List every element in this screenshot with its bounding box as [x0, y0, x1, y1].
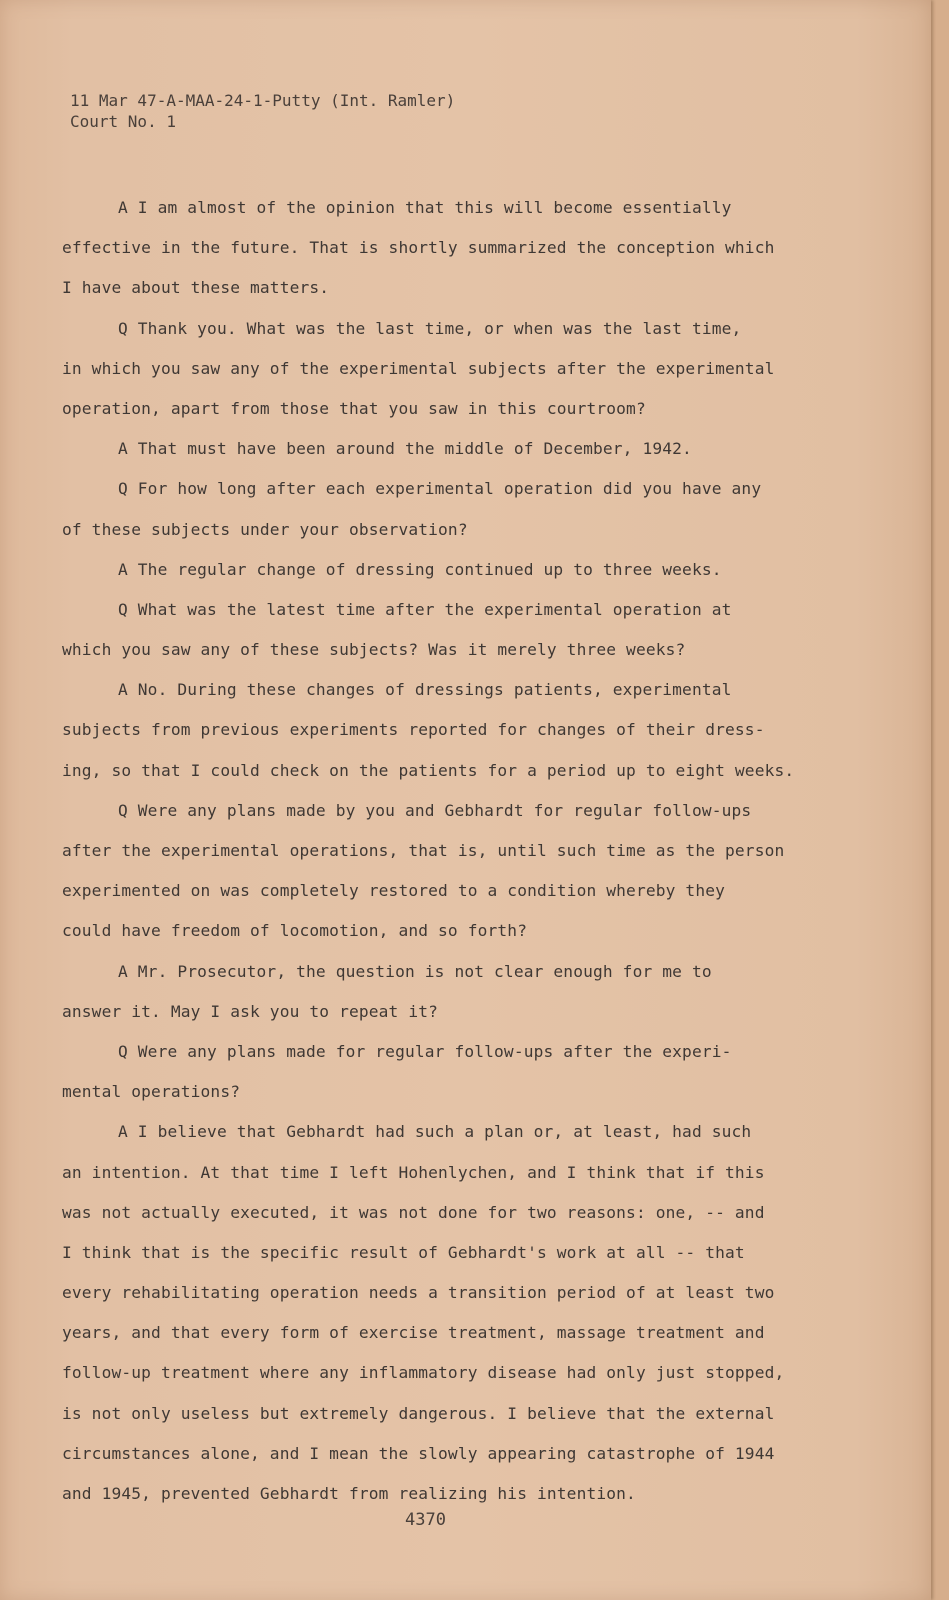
text-line: after the experimental operations, that is, until such time as the person — [62, 841, 785, 860]
text-line: answer it. May I ask you to repeat it? — [62, 1001, 439, 1021]
text-line: subjects from previous experiments reported for changes of their dress- — [62, 720, 765, 740]
header-line-1: 11 Mar 47-A-MAA-24-1-Putty (Int. Ramler) — [70, 91, 456, 110]
text-line: A I am almost of the opinion that this will become essentially — [118, 198, 732, 217]
page-number: 4370 — [405, 1510, 446, 1530]
text-line: years, and that every form of exercise treatment, massage treatment and — [62, 1323, 765, 1343]
text-line: of these subjects under your observation? — [62, 519, 468, 539]
text-line: A The regular change of dressing continued up to three weeks. — [118, 559, 722, 579]
text-line: Q Thank you. What was the last time, or when was the last time, — [118, 318, 742, 338]
text-line: Q Were any plans made by you and Gebhardt for regular follow-ups — [118, 800, 752, 820]
text-line: A No. During these changes of dressings patients, experimental — [118, 680, 732, 700]
text-line: A That must have been around the middle of December, 1942. — [118, 439, 692, 459]
testimony-text — [62, 188, 822, 1514]
document-header — [70, 90, 455, 132]
text-line: Q What was the latest time after the experimental operation at — [118, 599, 732, 619]
text-line: every rehabilitating operation needs a transition period of at least two — [62, 1283, 775, 1303]
text-line: was not actually executed, it was not done for two reasons: one, -- and — [62, 1202, 765, 1222]
text-line: circumstances alone, and I mean the slowly appearing catastrophe of 1944 — [62, 1443, 775, 1463]
text-line: ing, so that I could check on the patients for a period up to eight weeks. — [62, 760, 795, 780]
text-line: operation, apart from those that you saw in this courtroom? — [62, 398, 646, 418]
header-line-2: Court No. 1 — [70, 112, 176, 131]
text-line: Q Were any plans made for regular follow-ups after the experi- — [118, 1041, 732, 1061]
text-line: an intention. At that time I left Hohenlychen, and I think that if this — [62, 1162, 765, 1182]
text-line: effective in the future. That is shortly summarized the conception which — [62, 238, 775, 258]
text-line: I have about these matters. — [62, 278, 330, 298]
text-line: Q For how long after each experimental operation did you have any — [118, 479, 762, 499]
text-line: which you saw any of these subjects? Was it merely three weeks? — [62, 640, 686, 660]
text-line: mental operations? — [62, 1082, 241, 1102]
text-line: follow-up treatment where any inflammatory disease had only just stopped, — [62, 1363, 785, 1383]
text-line: and 1945, prevented Gebhardt from realizing his intention. — [62, 1484, 636, 1503]
text-line: A I believe that Gebhardt had such a plan or, at least, had such — [118, 1122, 752, 1142]
text-line: A Mr. Prosecutor, the question is not clear enough for me to — [118, 961, 712, 981]
text-line: I think that is the specific result of Gebhardt's work at all -- that — [62, 1242, 745, 1262]
text-line: experimented on was completely restored to a condition whereby they — [62, 881, 726, 901]
text-line: is not only useless but extremely dangerous. I believe that the external — [62, 1403, 775, 1423]
text-line: could have freedom of locomotion, and so forth? — [62, 921, 528, 941]
text-line: in which you saw any of the experimental subjects after the experimental — [62, 358, 775, 378]
